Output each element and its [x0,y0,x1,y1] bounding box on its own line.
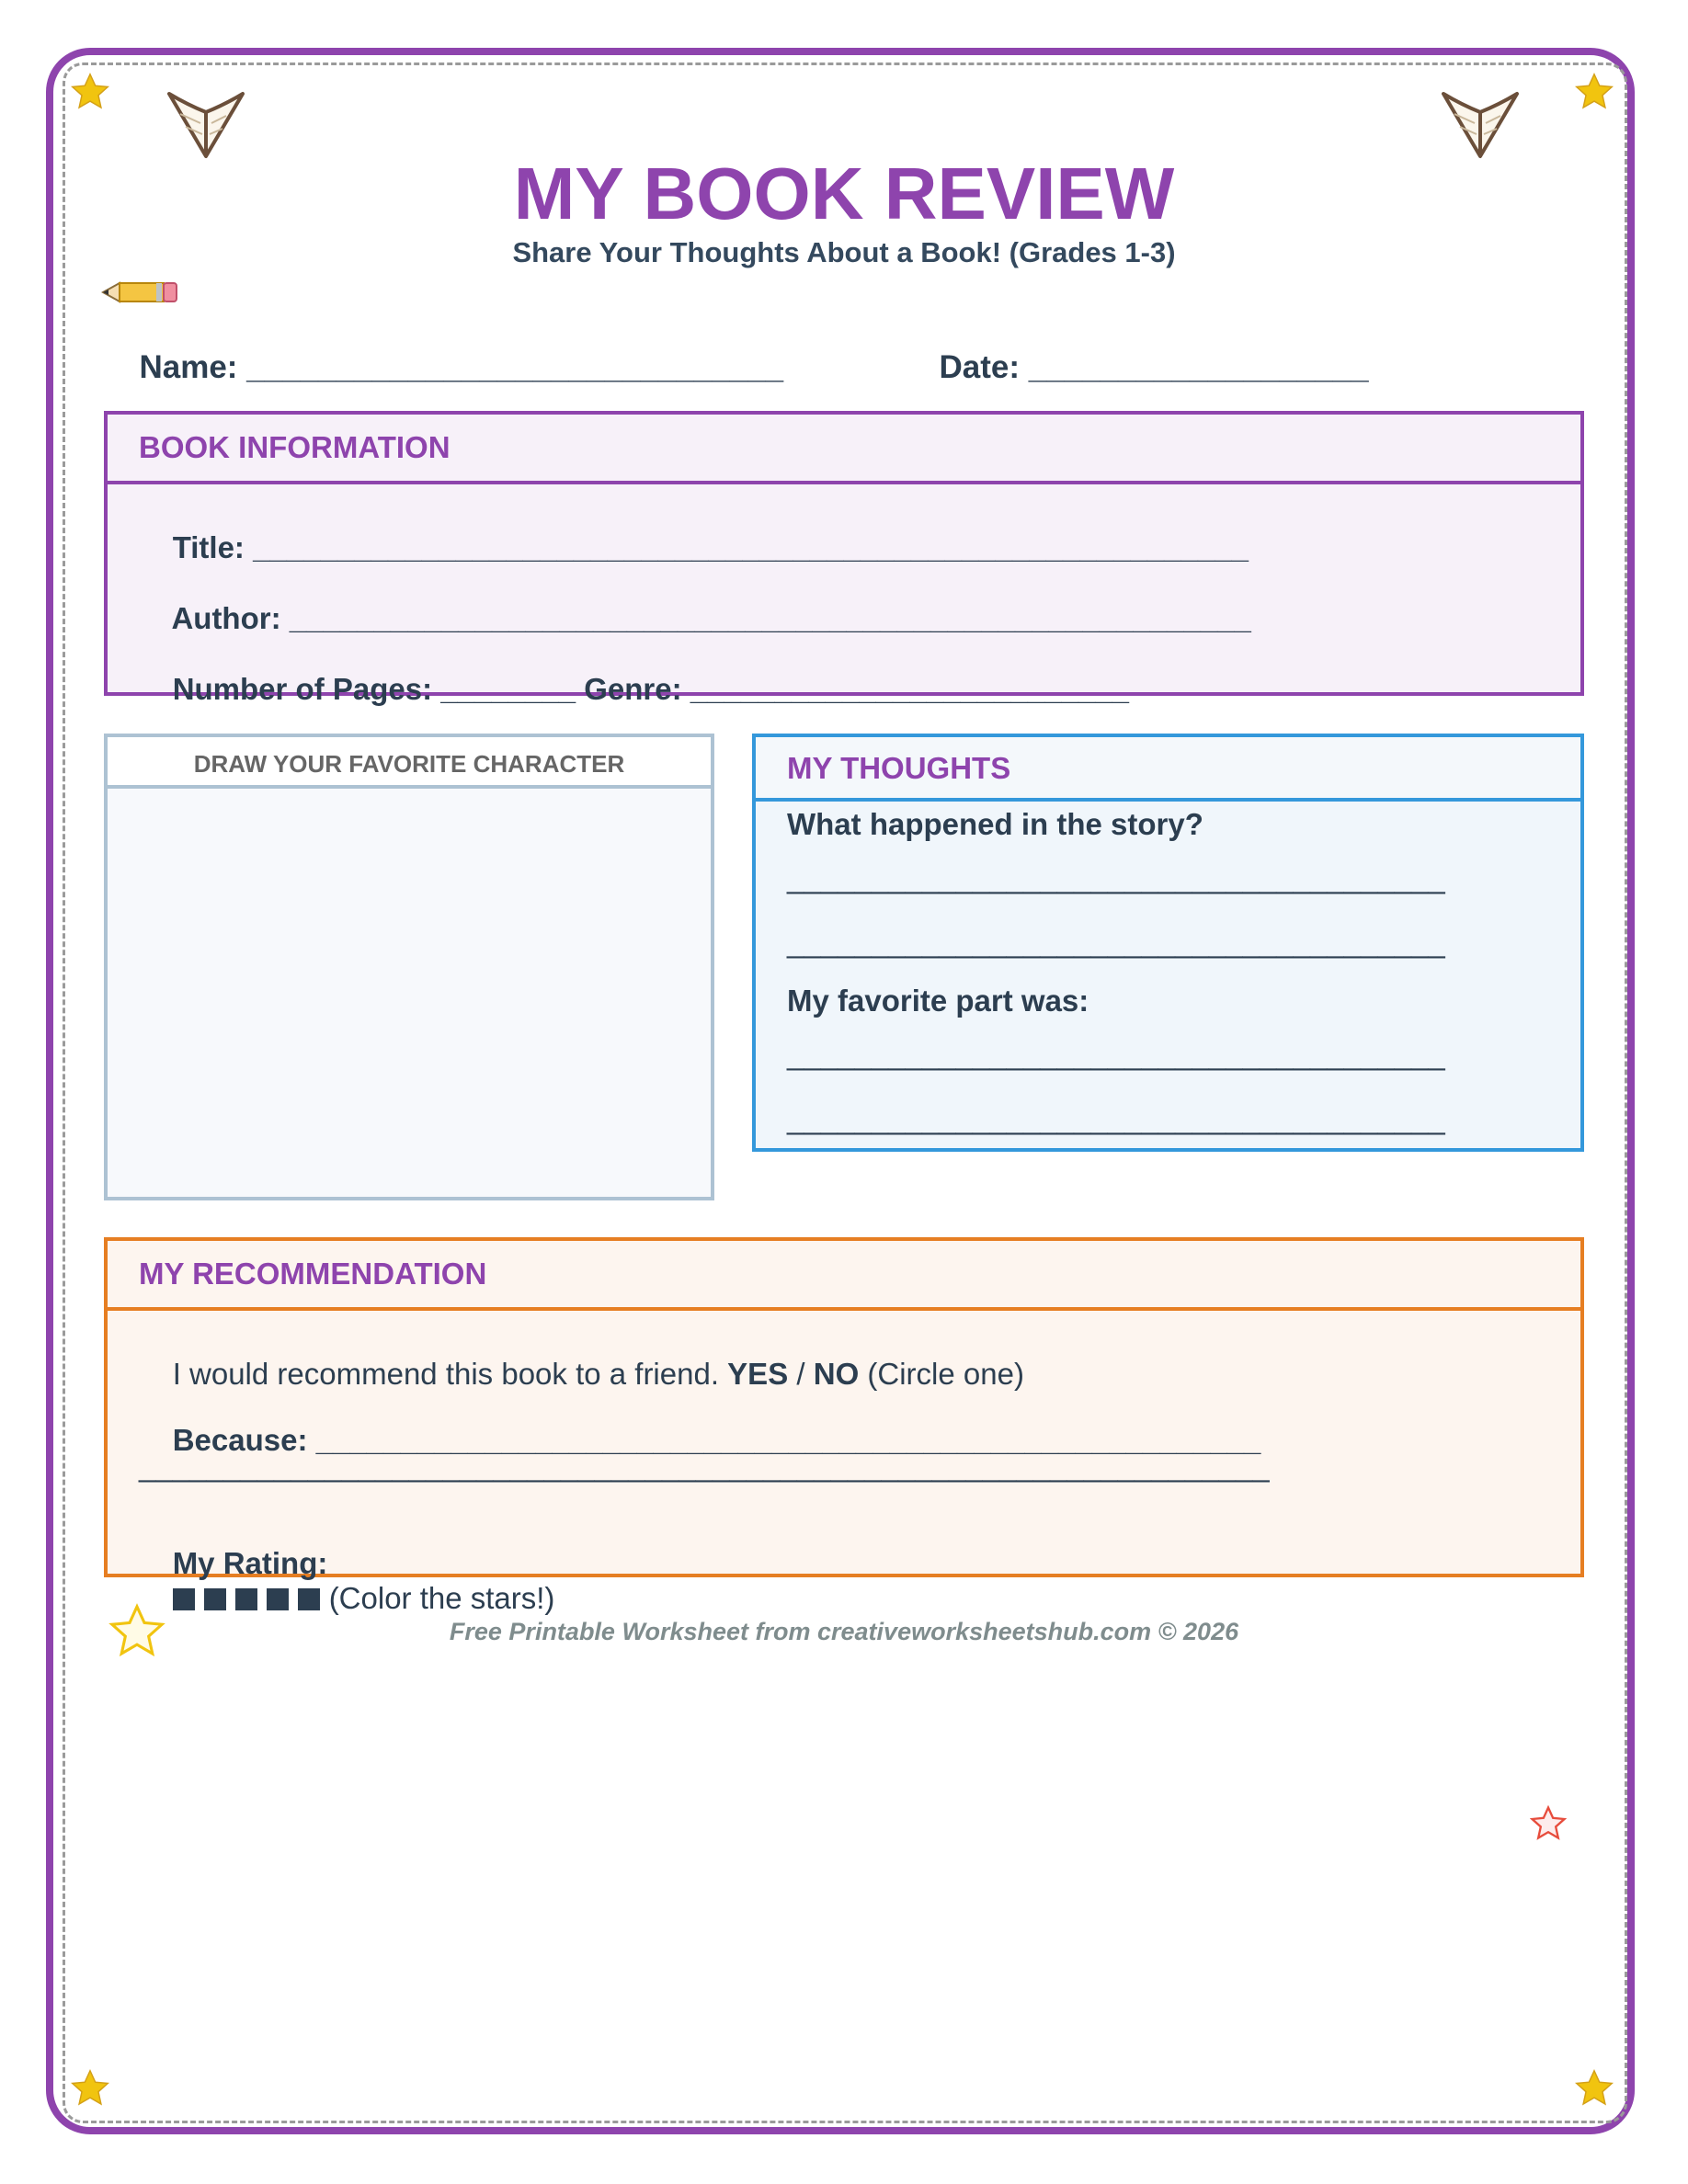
drawing-heading: DRAW YOUR FAVORITE CHARACTER [193,750,625,778]
star-icon [1574,72,1614,112]
drawing-header [108,737,711,789]
author-blank[interactable]: _________________________________________________________ [289,601,1251,635]
book-info-heading: BOOK INFORMATION [139,430,451,464]
recommendation-header [108,1241,1580,1311]
rating-star-box[interactable] [298,1588,320,1610]
yes-option[interactable]: YES [727,1357,789,1391]
author-label: Author: [171,601,281,635]
question-story: What happened in the story? [787,807,1203,841]
rating-star-box[interactable] [204,1588,226,1610]
page-subtitle: Share Your Thoughts About a Book! (Grades 1-3) [512,236,1176,268]
rating-label: My Rating: [172,1546,328,1580]
circle-hint: (Circle one) [859,1357,1024,1391]
name-blank[interactable]: ______________________________ [246,349,784,385]
date-field[interactable] [921,313,1369,386]
star-icon [70,72,110,112]
pages-genre-field[interactable] [139,637,1129,742]
book-icon [164,86,248,160]
answer-line[interactable]: _______________________________________ [787,860,1445,894]
rating-star-box[interactable] [235,1588,257,1610]
question-favorite-part: My favorite part was: [787,984,1089,1018]
page-title: MY BOOK REVIEW [513,153,1175,234]
date-label: Date: [939,349,1020,385]
recommendation-section [104,1237,1584,1615]
star-icon [70,2068,110,2109]
pencil-icon [101,279,180,305]
drawing-area[interactable] [108,789,711,1197]
name-label: Name: [139,349,238,385]
star-icon [1574,2068,1614,2109]
rating-hint: (Color the stars!) [328,1581,555,1615]
rating-star-box[interactable] [173,1588,195,1610]
slash-separator: / [788,1357,814,1391]
thoughts-header [756,737,1580,802]
title-label: Title: [172,530,245,564]
thoughts-heading: MY THOUGHTS [787,751,1011,785]
pages-label: Number of Pages: [172,672,433,706]
because-extra-line[interactable]: ___________________________________________________________________ [139,1449,1270,1483]
answer-line[interactable]: _______________________________________ [787,925,1445,959]
genre-blank[interactable]: __________________________ [690,672,1129,706]
answer-line[interactable]: _______________________________________ [787,1101,1445,1135]
name-field[interactable] [121,313,783,386]
recommend-text: I would recommend this book to a friend. [172,1357,728,1391]
book-icon [1438,86,1523,160]
because-label: Because: [172,1423,308,1457]
answer-line[interactable]: _______________________________________ [787,1037,1445,1071]
recommendation-heading: MY RECOMMENDATION [139,1257,487,1291]
because-blank[interactable]: ________________________________________________________ [315,1423,1261,1457]
rating-stars[interactable] [173,1581,329,1615]
rating-star-box[interactable] [267,1588,289,1610]
book-info-header [108,415,1580,484]
book-info-section [104,411,1584,706]
date-blank[interactable]: ___________________ [1028,349,1369,385]
star-outline-icon [1530,1805,1567,1842]
genre-label: Genre: [584,672,682,706]
thoughts-section [752,734,1584,1152]
no-option[interactable]: NO [813,1357,860,1391]
pages-blank[interactable]: ________ [440,672,576,706]
drawing-section [104,734,714,1200]
title-blank[interactable]: ___________________________________________________________ [253,530,1249,564]
footer-credit: Free Printable Worksheet from creativeworksheetshub.com © 2026 [449,1618,1239,1645]
